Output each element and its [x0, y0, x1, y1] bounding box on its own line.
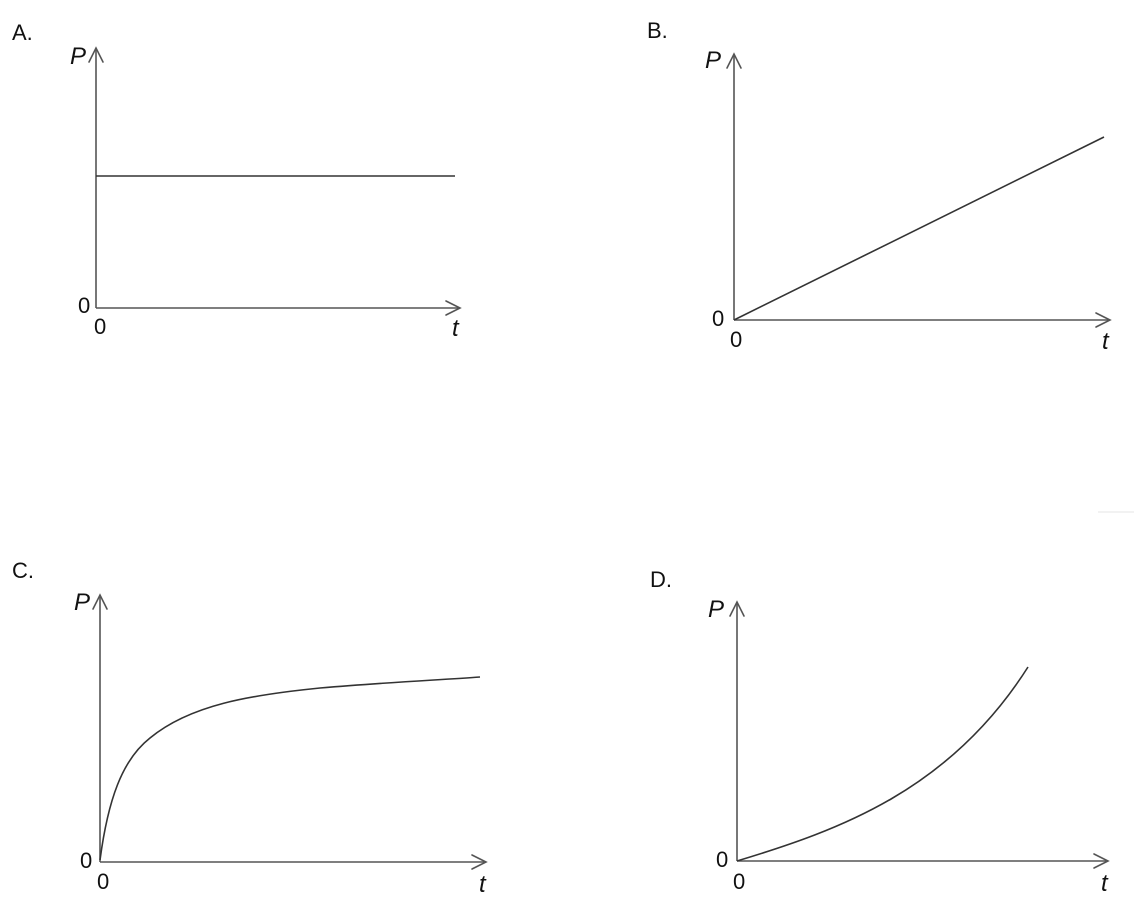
panel-c [12, 558, 487, 898]
x-axis-label-d: t [1101, 870, 1108, 897]
panel-b [647, 18, 1110, 355]
y-axis-label-a: P [70, 43, 87, 70]
origin-x-label-c: 0 [97, 869, 110, 894]
y-axis-label-d: P [708, 596, 725, 623]
origin-x-label-a: 0 [94, 314, 107, 339]
x-axis-label-b: t [1102, 328, 1109, 355]
curve-c [100, 677, 480, 860]
origin-y-label-c: 0 [80, 848, 93, 873]
origin-x-label-d: 0 [733, 869, 746, 894]
panel-d [650, 567, 1109, 897]
curve-b [734, 137, 1104, 320]
x-axis-label-c: t [479, 871, 486, 898]
option-label-a: A. [12, 20, 33, 45]
option-label-d: D. [650, 567, 672, 592]
x-axis-label-a: t [452, 315, 459, 342]
y-axis-label-c: P [74, 589, 91, 616]
y-axis-label-b: P [705, 47, 722, 74]
origin-y-label-d: 0 [716, 847, 729, 872]
origin-y-label-a: 0 [78, 293, 91, 318]
panel-a [12, 20, 460, 342]
origin-y-label-b: 0 [712, 306, 725, 331]
origin-x-label-b: 0 [730, 327, 743, 352]
curve-d [737, 667, 1028, 861]
option-label-b: B. [647, 18, 668, 43]
option-label-c: C. [12, 558, 34, 583]
